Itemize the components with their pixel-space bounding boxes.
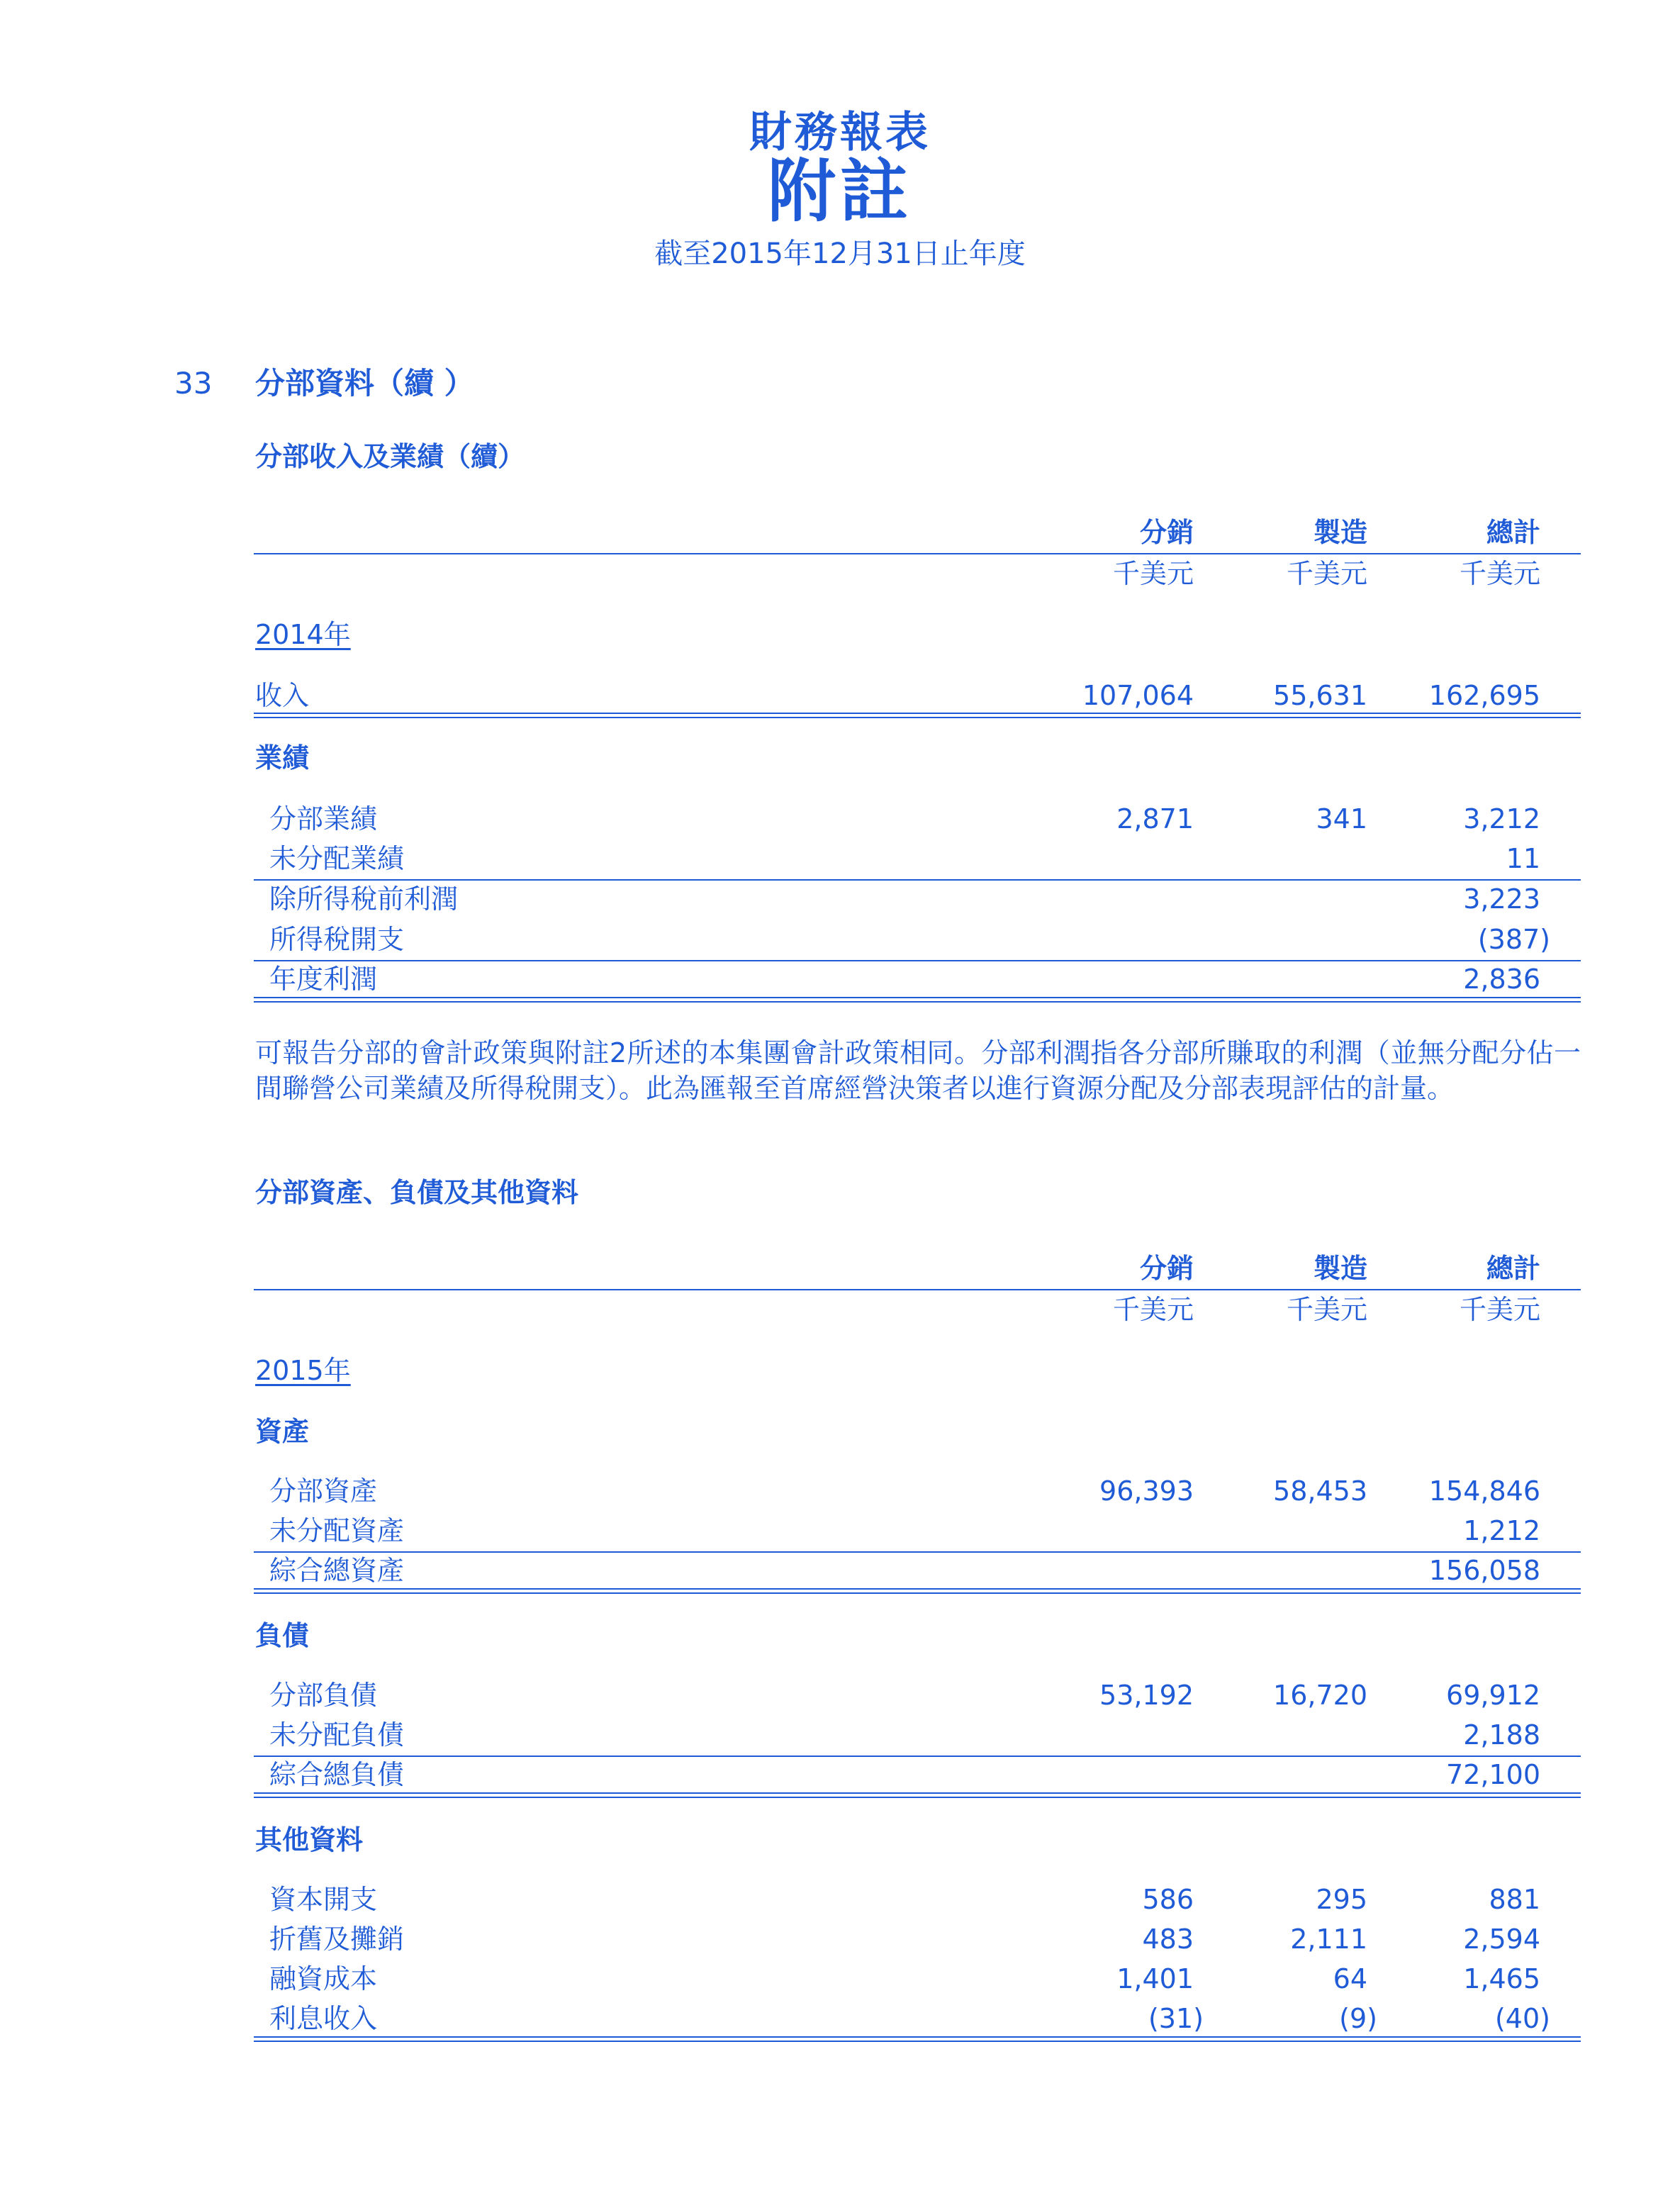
col-header-total: 總計 xyxy=(1486,1253,1540,1284)
table-row-label: 折舊及攤銷 xyxy=(269,1924,405,1955)
other-info-heading: 其他資料 xyxy=(255,1824,364,1855)
table-row-label: 分部資產 xyxy=(269,1475,378,1507)
subtotal-rule xyxy=(254,960,1581,961)
notes-title: 附註 xyxy=(768,152,912,231)
table-row-label: 分部負債 xyxy=(269,1680,378,1711)
revenue-total: 162,695 xyxy=(1428,680,1540,711)
revenue-double-rule xyxy=(254,713,1581,718)
table-cell: 2,188 xyxy=(1463,1719,1540,1751)
table-row-label: 未分配業績 xyxy=(269,843,405,874)
col-header-distribution: 分銷 xyxy=(1139,517,1194,548)
table-cell: 64 xyxy=(1333,1963,1367,1994)
table-row-label: 綜合總資產 xyxy=(269,1555,405,1586)
table-row-label: 除所得稅前利潤 xyxy=(269,883,459,915)
table-cell: 2,111 xyxy=(1290,1924,1367,1955)
table-cell: 3,212 xyxy=(1463,803,1540,835)
accounting-policy-paragraph: 可報告分部的會計政策與附註2所述的本集團會計政策相同。分部利潤指各分部所賺取的利潤（並無分配分佔一間聯營公司業績及所得稅開支）。此為匯報至首席經營決策者以進行資源分配及分部表現評估的計量。 xyxy=(255,1037,1581,1104)
table-cell: 295 xyxy=(1316,1884,1367,1915)
table-cell: 72,100 xyxy=(1446,1759,1540,1790)
header-rule xyxy=(254,1289,1581,1290)
table-cell: 586 xyxy=(1142,1884,1194,1915)
table-cell: 2,594 xyxy=(1463,1924,1540,1955)
table-row-label: 綜合總負債 xyxy=(269,1759,405,1790)
table-cell: 16,720 xyxy=(1273,1680,1367,1711)
total-double-rule xyxy=(254,997,1581,1003)
table-cell: 58,453 xyxy=(1273,1475,1367,1507)
total-double-rule xyxy=(254,1588,1581,1594)
segment-assets-liabilities-subtitle: 分部資產、負債及其他資料 xyxy=(255,1177,579,1208)
subtotal-rule xyxy=(254,1756,1581,1757)
col-header-manufacturing: 製造 xyxy=(1313,1253,1367,1284)
table-row-label: 利息收入 xyxy=(269,2003,378,2034)
table-row-label: 所得稅開支 xyxy=(269,924,405,955)
table-row-label: 分部業績 xyxy=(269,803,378,835)
table-row-label: 資本開支 xyxy=(269,1884,378,1915)
table-cell: 881 xyxy=(1489,1884,1540,1915)
total-double-rule xyxy=(254,1792,1581,1798)
report-title: 財務報表 xyxy=(749,108,931,157)
segment-revenue-results-subtitle: 分部收入及業績（續） xyxy=(255,441,525,472)
table-cell: 154,846 xyxy=(1428,1475,1540,1507)
section-number: 33 xyxy=(174,366,213,401)
table-cell: 1,212 xyxy=(1463,1515,1540,1546)
table-cell: 1,401 xyxy=(1116,1963,1194,1994)
col-unit: 千美元 xyxy=(1459,558,1540,589)
liabilities-heading: 負債 xyxy=(255,1620,310,1651)
period-subtitle: 截至2015年12月31日止年度 xyxy=(654,238,1026,270)
revenue-manufacturing: 55,631 xyxy=(1273,680,1367,711)
table-cell: 341 xyxy=(1316,803,1367,835)
table-cell: 11 xyxy=(1506,843,1540,874)
year-label-2014: 2014年 xyxy=(255,619,351,650)
col-unit: 千美元 xyxy=(1286,558,1367,589)
col-unit: 千美元 xyxy=(1286,1294,1367,1325)
col-unit: 千美元 xyxy=(1459,1294,1540,1325)
table-cell: 53,192 xyxy=(1099,1680,1194,1711)
year-label-2015: 2015年 xyxy=(255,1355,351,1386)
subtotal-rule xyxy=(254,879,1581,881)
table-cell: 69,912 xyxy=(1446,1680,1540,1711)
table-row-label: 未分配資產 xyxy=(269,1515,405,1546)
subtotal-rule xyxy=(254,1551,1581,1553)
table-cell: (31) xyxy=(1148,2003,1204,2034)
table-cell: 96,393 xyxy=(1099,1475,1194,1507)
table-cell: (387) xyxy=(1477,924,1550,955)
table-cell: 483 xyxy=(1142,1924,1194,1955)
assets-heading: 資產 xyxy=(255,1416,310,1447)
section-title: 分部資料（續 ） xyxy=(255,366,474,401)
results-heading: 業績 xyxy=(255,742,310,774)
table-cell: (9) xyxy=(1339,2003,1377,2034)
revenue-label: 收入 xyxy=(255,680,310,711)
table-row-label: 年度利潤 xyxy=(269,964,378,995)
col-header-total: 總計 xyxy=(1486,517,1540,548)
col-unit: 千美元 xyxy=(1112,1294,1194,1325)
col-unit: 千美元 xyxy=(1112,558,1194,589)
table-cell: 2,836 xyxy=(1463,964,1540,995)
table-cell: 3,223 xyxy=(1463,883,1540,915)
col-header-distribution: 分銷 xyxy=(1139,1253,1194,1284)
table-cell: 1,465 xyxy=(1463,1963,1540,1994)
col-header-manufacturing: 製造 xyxy=(1313,517,1367,548)
header-rule xyxy=(254,553,1581,554)
total-double-rule xyxy=(254,2036,1581,2042)
table-cell: (40) xyxy=(1494,2003,1550,2034)
table-cell: 156,058 xyxy=(1428,1555,1540,1586)
table-row-label: 未分配負債 xyxy=(269,1719,405,1751)
table-cell: 2,871 xyxy=(1116,803,1194,835)
table-row-label: 融資成本 xyxy=(269,1963,378,1994)
revenue-distribution: 107,064 xyxy=(1082,680,1194,711)
